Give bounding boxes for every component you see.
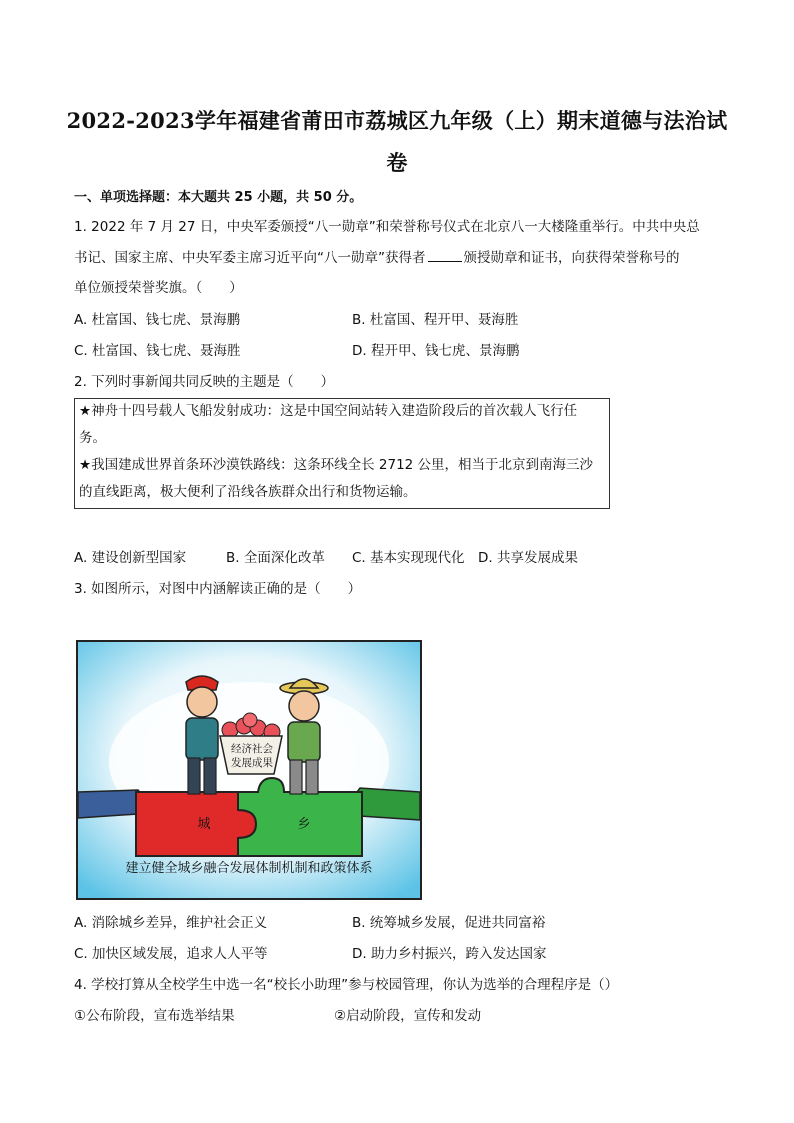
q2-option-c[interactable]: C. 基本实现现代化 <box>352 550 465 566</box>
q3-option-d[interactable]: D. 助力乡村振兴，跨入发达国家 <box>352 946 547 962</box>
q4-stem: 4. 学校打算从全校学生中选一名“校长小助理”参与校园管理，你认为选举的合理程序是（） <box>74 977 619 993</box>
q1-line-3: 单位颁授荣誉奖旗。（ ） <box>74 280 243 296</box>
q1-option-c[interactable]: C. 杜富国、钱七虎、聂海胜 <box>74 343 241 359</box>
basket-label-2: 发展成果 <box>231 757 273 769</box>
section-heading: 一、单项选择题：本大题共 25 小题，共 50 分。 <box>74 190 363 205</box>
news-2-line-b: 的直线距离，极大便利了沿线各族群众出行和货物运输。 <box>79 484 417 500</box>
title-line-2: 卷 <box>386 150 408 175</box>
q4-item-2: ②启动阶段，宣传和发动 <box>334 1008 482 1024</box>
q4-item-1: ①公布阶段，宣布选举结果 <box>74 1008 235 1024</box>
q3-option-a[interactable]: A. 消除城乡差异，维护社会正义 <box>74 915 268 931</box>
basket-label-1: 经济社会 <box>231 743 273 755</box>
news-1-line-b: 务。 <box>79 430 106 446</box>
q1-option-b[interactable]: B. 杜富国、程开甲、聂海胜 <box>352 312 519 328</box>
q1-line-2a: 书记、国家主席、中央军委主席习近平向“八一勋章”获得者 <box>74 250 426 266</box>
q3-stem: 3. 如图所示，对图中内涵解读正确的是（ ） <box>74 581 362 597</box>
cartoon-caption: 建立健全城乡融合发展体制机制和政策体系 <box>125 860 373 875</box>
q1-line-2 <box>74 247 680 268</box>
news-1-line-a: ★神舟十四号载人飞船发射成功：这是中国空间站转入建造阶段后的首次载人飞行任 <box>79 403 578 419</box>
puzzle-label-city: 城 <box>197 816 211 831</box>
q3-option-b[interactable]: B. 统筹城乡发展，促进共同富裕 <box>352 915 546 931</box>
q3-option-c[interactable]: C. 加快区域发展，追求人人平等 <box>74 946 268 962</box>
q1-line-2b: 颁授勋章和证书，向获得荣誉称号的 <box>463 250 680 266</box>
news-box <box>74 398 610 509</box>
q2-option-a[interactable]: A. 建设创新型国家 <box>74 550 187 566</box>
q2-stem: 2. 下列时事新闻共同反映的主题是（ ） <box>74 374 335 390</box>
answer-blank <box>428 247 462 262</box>
q1-option-d[interactable]: D. 程开甲、钱七虎、景海鹏 <box>352 343 520 359</box>
cartoon-image <box>76 640 422 900</box>
puzzle-label-country: 乡 <box>297 816 311 831</box>
q1-option-a[interactable]: A. 杜富国、钱七虎、景海鹏 <box>74 312 241 328</box>
news-2-line-a: ★我国建成世界首条环沙漠铁路线：这条环线全长 2712 公里，相当于北京到南海三沙 <box>79 457 594 473</box>
q1-line-1: 1. 2022 年 7 月 27 日，中央军委颁授“八一勋章”和荣誉称号仪式在北京八一大楼隆重举行。中共中央总 <box>74 219 700 235</box>
title-line-1: 2022-2023学年福建省莆田市荔城区九年级（上）期末道德与法治试 <box>66 108 728 133</box>
q2-option-d[interactable]: D. 共享发展成果 <box>478 550 578 566</box>
q2-option-b[interactable]: B. 全面深化改革 <box>226 550 325 566</box>
exam-title <box>60 100 734 184</box>
